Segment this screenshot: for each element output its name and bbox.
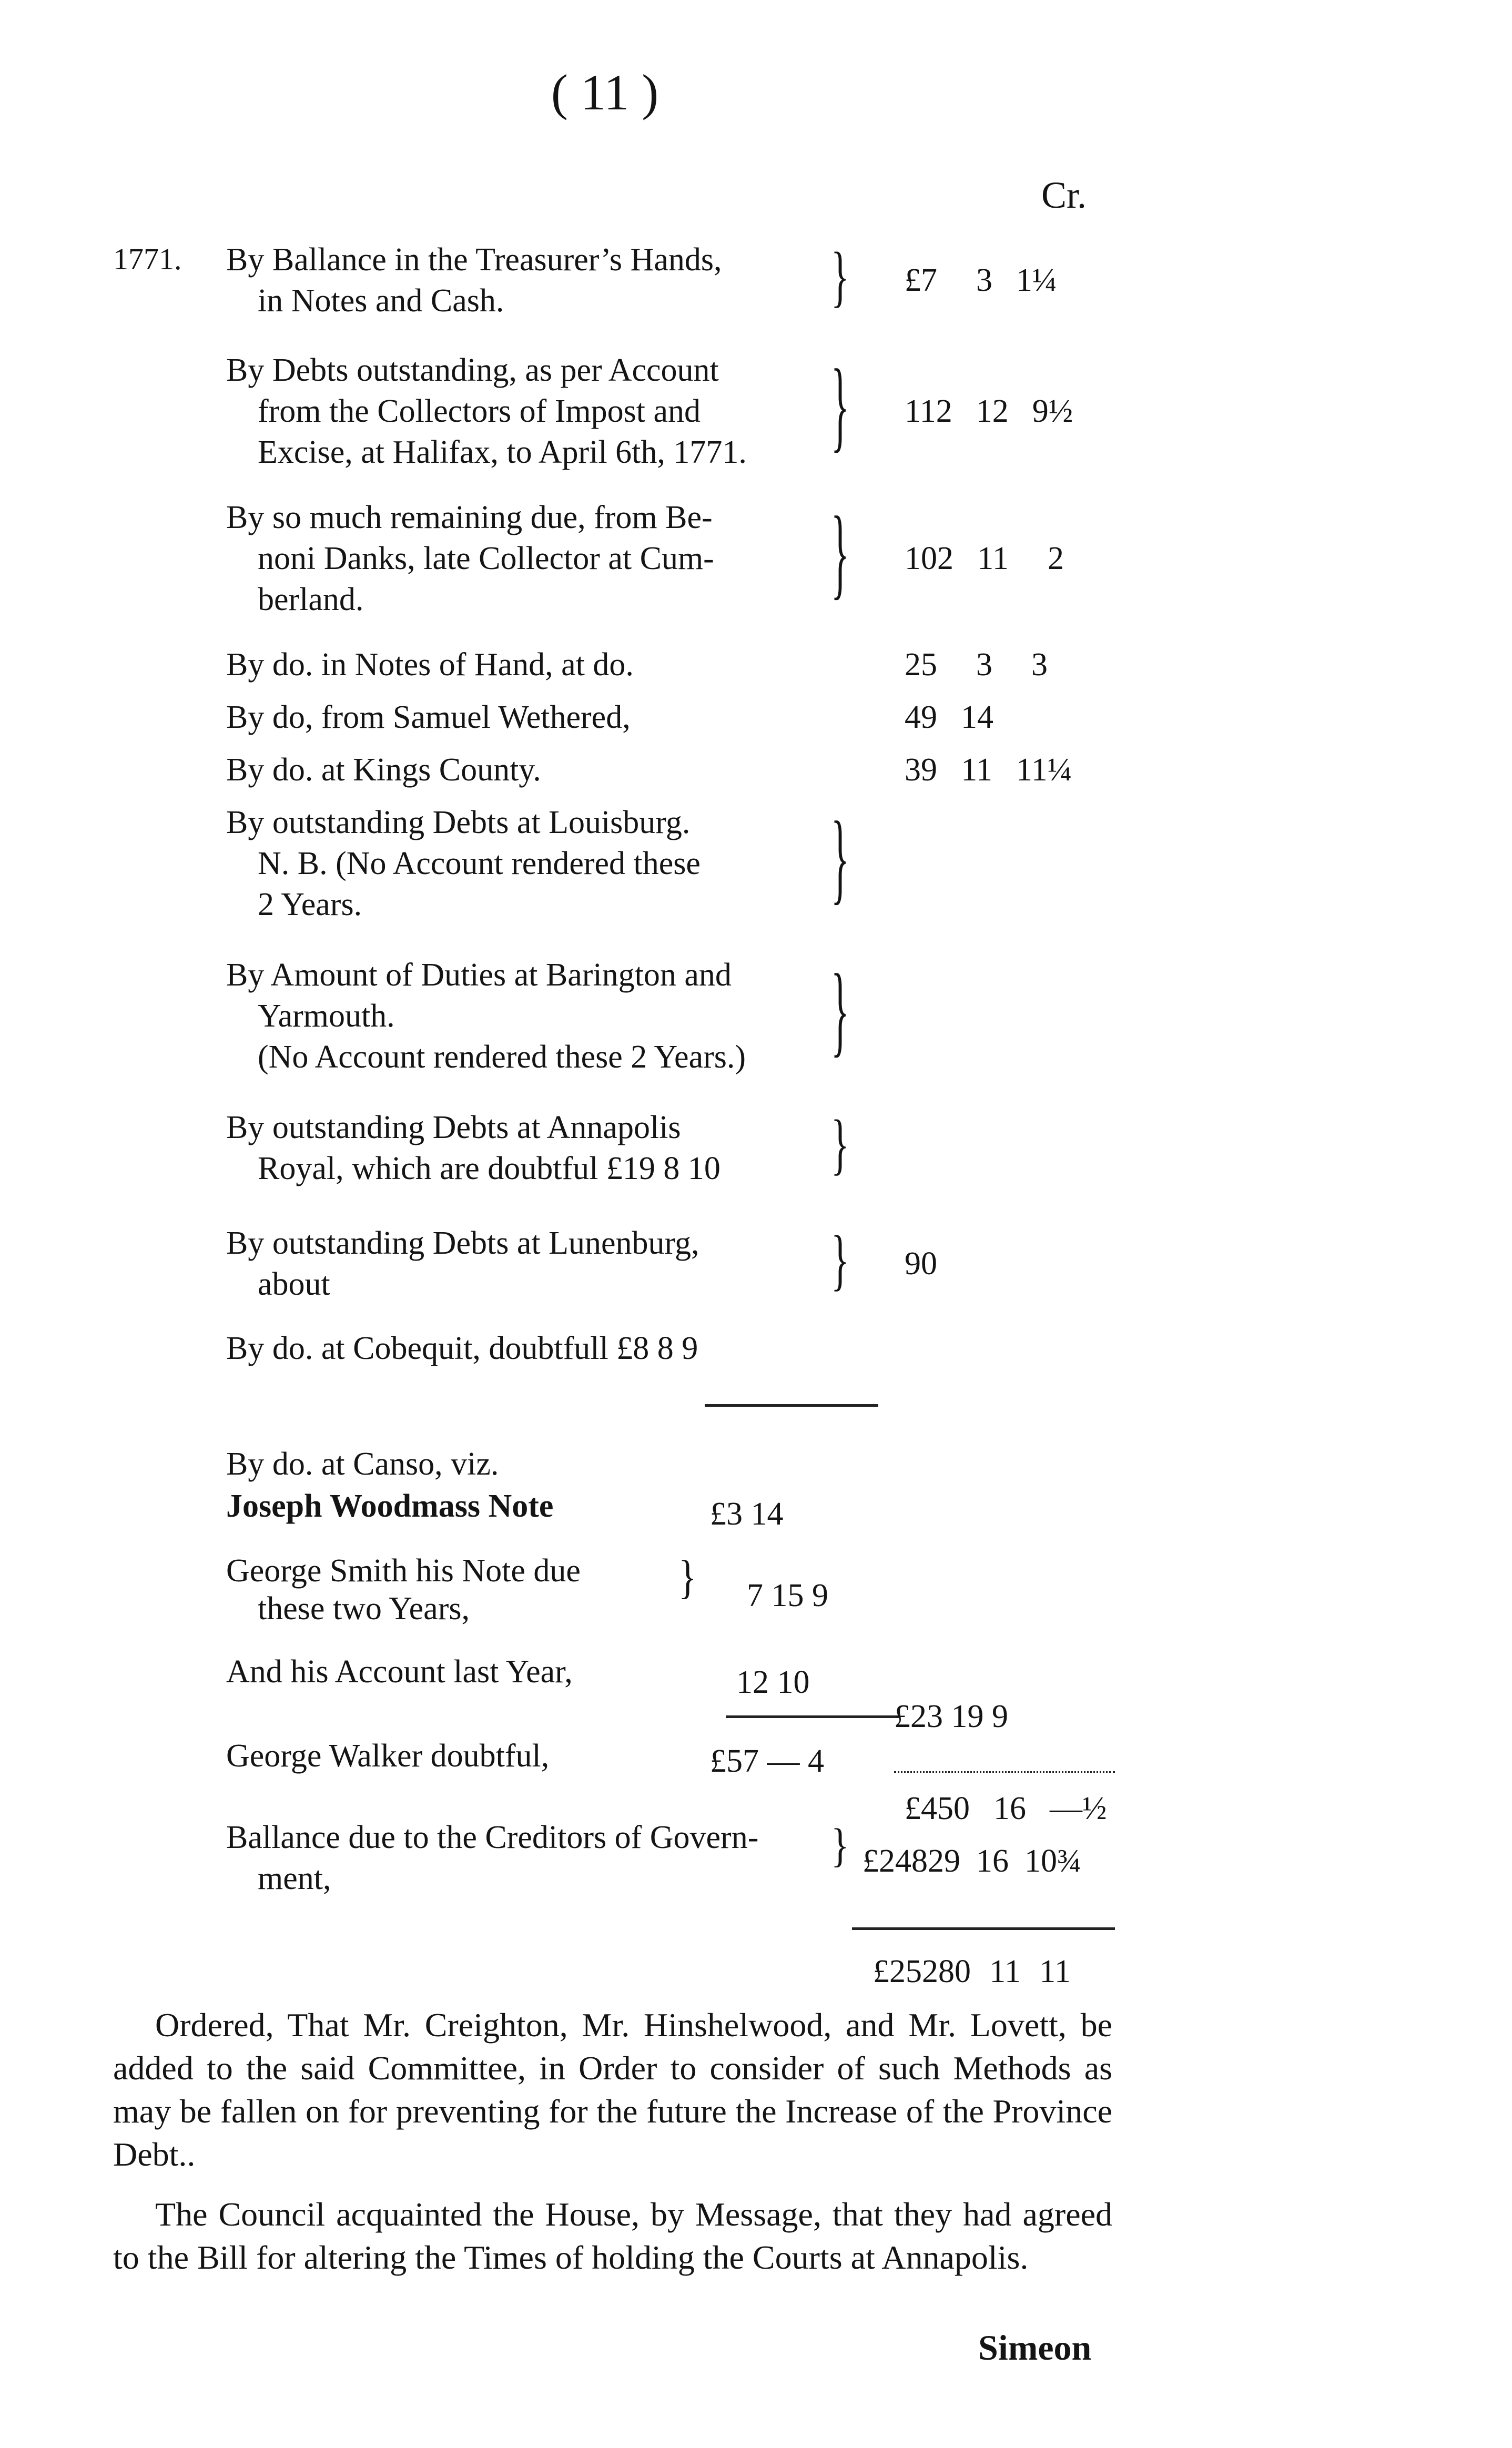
entry-amount-pounds: 102 [905, 541, 953, 576]
entry-amount-pence: 2 [1048, 541, 1064, 576]
entry-amount-pounds: £7 [905, 262, 937, 298]
entry-line: By outstanding Debts at Louisburg. [226, 805, 691, 840]
entry-amount [905, 538, 1064, 579]
entry-line: By Ballance in the Treasurer’s Hands, [226, 242, 722, 278]
catchword: Simeon [978, 2328, 1092, 2368]
entry-line: By do. in Notes of Hand, at do. [226, 647, 634, 683]
entry-amount [905, 1243, 1048, 1284]
total-rule-1 [894, 1771, 1115, 1773]
canso-subtotal: £23 19 9 [894, 1699, 1008, 1734]
entry-description [226, 350, 831, 473]
entry-line: By Debts outstanding, as per Account [226, 352, 719, 388]
canso-brace-smith: } [678, 1550, 697, 1603]
entry-description [226, 1107, 831, 1189]
entry-brace: } [831, 1222, 849, 1298]
canso-amt-woodmass: £3 14 [710, 1496, 784, 1532]
entry-line: about [258, 1266, 330, 1302]
total-1-pounds: £450 [905, 1791, 970, 1826]
entry-amount-pence: 11¼ [1016, 752, 1072, 788]
entry-description [226, 497, 831, 620]
entry-line: berland. [258, 582, 364, 617]
entry-amount [905, 697, 1049, 738]
canso-intro: By do. at Canso, viz. [226, 1446, 499, 1482]
entry-description [226, 1223, 831, 1305]
entry-line: N. B. (No Account rendered these [258, 846, 701, 881]
entry-line: from the Collectors of Impost and [258, 393, 701, 429]
walker-amount: £57 — 4 [710, 1743, 824, 1779]
canso-row-account: And his Account last Year, [226, 1654, 573, 1690]
entry-line: By so much remaining due, from Be- [226, 500, 713, 535]
entry-description [226, 644, 831, 685]
entry-amount [905, 391, 1073, 432]
entry-line: By do. at Kings County. [226, 752, 541, 788]
entry-description [226, 749, 831, 790]
entry-amount-pence: 3 [1031, 647, 1048, 683]
total-1-shillings: 16 [993, 1791, 1026, 1826]
entry-amount [905, 260, 1057, 301]
entry-amount-shillings [961, 1243, 992, 1284]
grand-total-shillings: 11 [989, 1954, 1021, 1989]
canso-amt-smith: 7 15 9 [747, 1578, 828, 1613]
entry-amount-shillings: 12 [976, 393, 1009, 429]
entry-amount-pounds: 39 [905, 752, 937, 788]
entry-amount-shillings: 11 [961, 752, 992, 788]
entry-amount [905, 644, 1048, 685]
entry-brace: } [831, 238, 849, 314]
entry-line: 2 Years. [258, 887, 362, 922]
canso-row-smith-2: these two Years, [258, 1591, 470, 1627]
canso-row-woodmass: Joseph Woodmass Note [226, 1488, 554, 1524]
entry-description [226, 239, 831, 321]
entry-amount-shillings: 3 [976, 262, 992, 298]
total-1 [905, 1788, 1107, 1829]
entry-amount-pounds: 90 [905, 1246, 937, 1282]
entry-line: Excise, at Halifax, to April 6th, 1771. [258, 434, 747, 470]
entry-brace: } [831, 1106, 849, 1182]
entry-amount-pence: 9½ [1032, 393, 1073, 429]
council-text: The Council acquainted the House, by Message, that they had agreed to the Bill for altering the Times of holding the Courts at Annapolis. [113, 2196, 1112, 2276]
entry-line: Yarmouth. [258, 998, 395, 1034]
total-1-pence: —½ [1050, 1791, 1107, 1826]
entry-description [226, 1328, 831, 1369]
canso-row-smith: George Smith his Note due [226, 1553, 581, 1589]
entry-amount [905, 749, 1072, 790]
canso-amt-account: 12 10 [736, 1664, 810, 1700]
entry-line: Royal, which are doubtful £19 8 10 [258, 1151, 721, 1186]
entry-year: 1771. [113, 242, 182, 276]
entry-line: By do, from Samuel Wethered, [226, 699, 631, 735]
entry-amount-pence [1017, 697, 1049, 738]
council-paragraph [113, 2193, 1112, 2279]
ballance-pence: 10¾ [1024, 1843, 1082, 1879]
entry-amount-pounds: 112 [905, 393, 952, 429]
grand-total [873, 1951, 1071, 1992]
entry-amount-pence [1016, 1243, 1048, 1284]
entry-brace: } [831, 953, 849, 1067]
entry-amount-shillings: 14 [961, 699, 993, 735]
grand-total-pounds: £25280 [873, 1954, 971, 1989]
ballance-shillings: 16 [976, 1843, 1009, 1879]
entry-description [226, 802, 831, 925]
ordered-text: Ordered, That Mr. Creighton, Mr. Hinshelwood, and Mr. Lovett, be added to the said Committee, in Order to consider of such Methods as may be fallen on for preventing for the future the Increase of the Province Debt.. [113, 2006, 1112, 2173]
entry-description [226, 697, 831, 738]
grand-total-rule [852, 1927, 1115, 1930]
entry-brace: } [831, 800, 849, 915]
entry-description [226, 954, 831, 1078]
entry-amount-shillings: 3 [976, 647, 992, 683]
ordered-paragraph [113, 2004, 1112, 2176]
ballance-brace: } [831, 1819, 849, 1872]
entry-line: By Amount of Duties at Barington and [226, 957, 732, 993]
entry-line: By outstanding Debts at Annapolis [226, 1110, 681, 1145]
ballance-pounds: £24829 [862, 1843, 960, 1879]
entry-amount-pence: 1¼ [1016, 262, 1057, 298]
entry-brace: } [831, 348, 849, 462]
entry-line: By do. at Cobequit, doubtfull £8 8 9 [226, 1330, 698, 1366]
ballance-line-1: Ballance due to the Creditors of Govern- [226, 1820, 759, 1855]
entry-amount-pounds: 25 [905, 647, 937, 683]
entry-amount-shillings: 11 [977, 541, 1009, 576]
walker-row: George Walker doubtful, [226, 1738, 550, 1774]
ballance-amount [862, 1841, 1082, 1882]
grand-total-pence: 11 [1039, 1954, 1071, 1989]
canso-rule [726, 1715, 899, 1718]
entry-line: (No Account rendered these 2 Years.) [258, 1039, 746, 1075]
cobequit-rule [705, 1404, 878, 1407]
ballance-line-2: ment, [258, 1861, 331, 1896]
credit-heading: Cr. [1041, 174, 1087, 216]
entry-line: noni Danks, late Collector at Cum- [258, 541, 714, 576]
entry-amount-pounds: 49 [905, 699, 937, 735]
entry-brace: } [831, 495, 849, 610]
entry-line: By outstanding Debts at Lunenburg, [226, 1225, 699, 1261]
entry-line: in Notes and Cash. [258, 283, 504, 319]
page-number: ( 11 ) [551, 64, 659, 120]
